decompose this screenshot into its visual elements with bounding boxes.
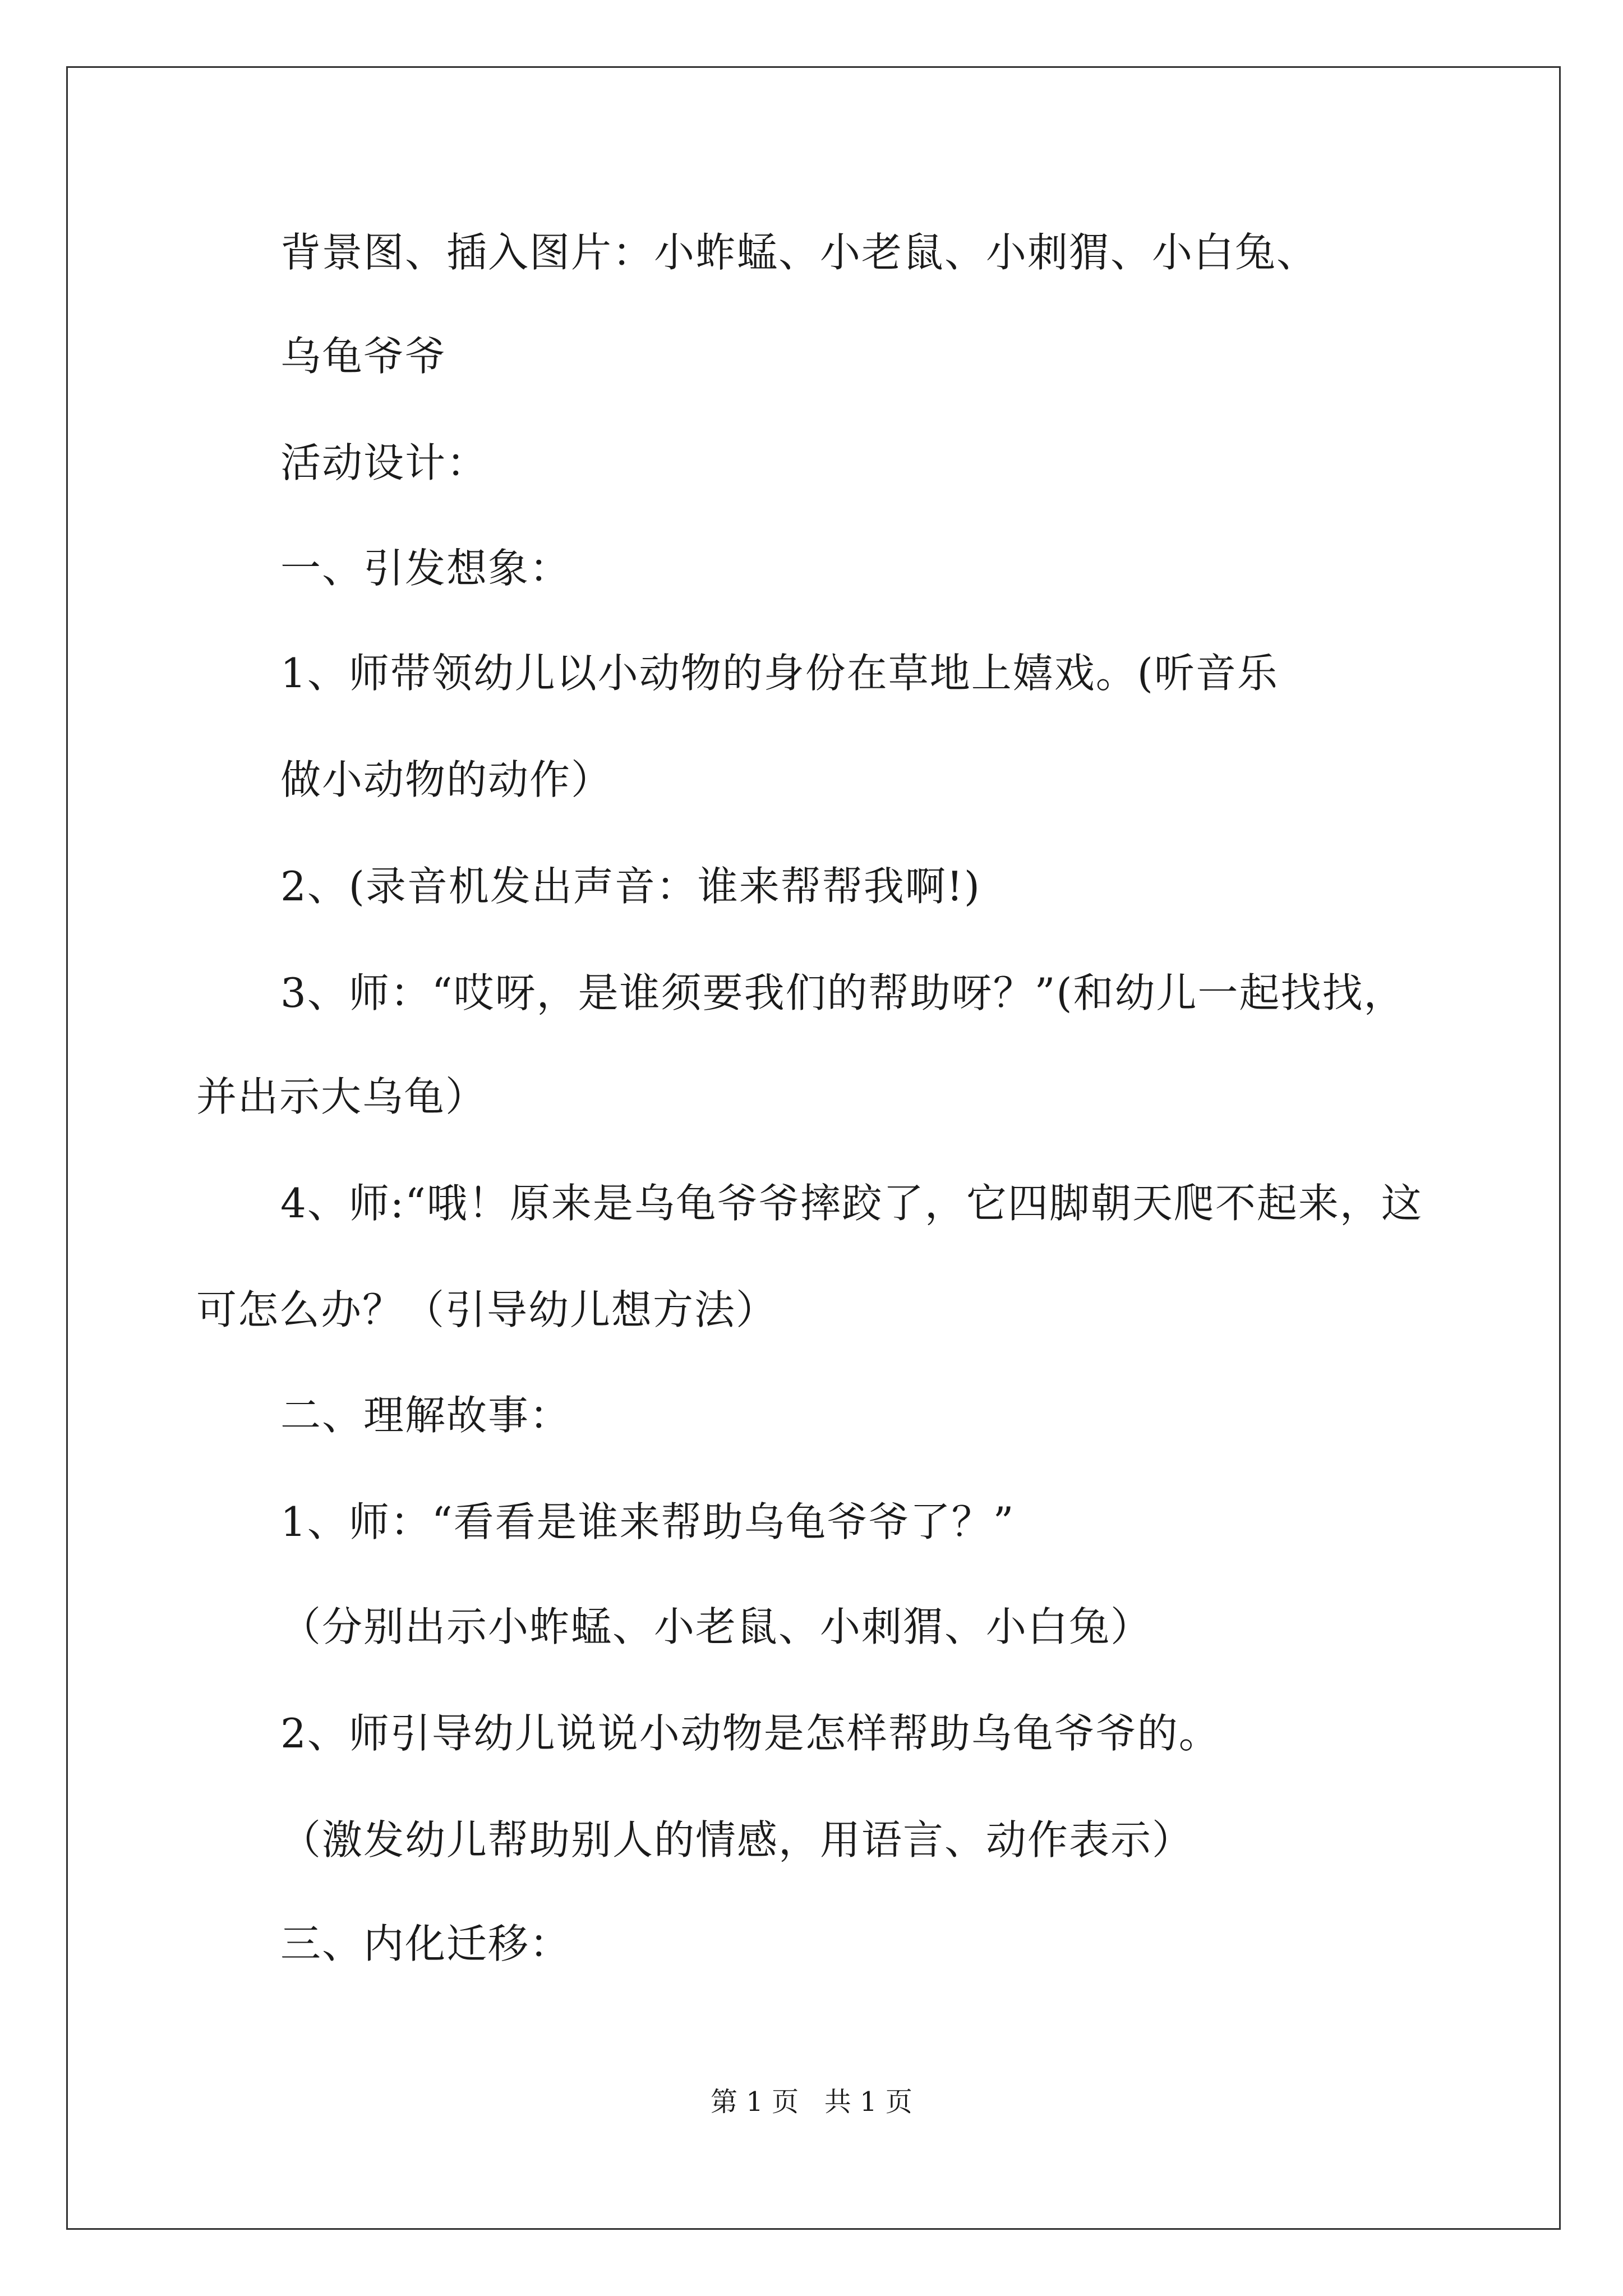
text-line: 可怎么办？（引导幼儿想方法）	[196, 1286, 778, 1333]
text-line: 背景图、插入图片：小蚱蜢、小老鼠、小刺猬、小白兔、	[280, 229, 1318, 276]
text-line: 4、师:“哦！原来是乌龟爷爷摔跤了，它四脚朝天爬不起来，这	[280, 1180, 1423, 1227]
text-line: 做小动物的动作）	[280, 756, 613, 803]
text-line: 2、(录音机发出声音：谁来帮帮我啊!)	[280, 863, 981, 910]
text-line: 乌龟爷爷	[280, 333, 447, 380]
text-line: 3、师：“哎呀，是谁须要我们的帮助呀？”(和幼儿一起找找，	[280, 969, 1405, 1016]
text-line: 1、师带领幼儿以小动物的身份在草地上嬉戏。(听音乐	[280, 650, 1279, 697]
text-line: 活动设计：	[280, 439, 488, 486]
text-line: 并出示大乌龟）	[196, 1073, 487, 1120]
text-line: 1、师：“看看是谁来帮助乌龟爷爷了？”	[280, 1498, 1015, 1545]
text-line: 三、内化迁移：	[280, 1920, 571, 1967]
text-line: （激发幼儿帮助别人的情感，用语言、动作表示）	[280, 1816, 1194, 1864]
text-line: 2、师引导幼儿说说小动物是怎样帮助乌龟爷爷的。	[280, 1710, 1220, 1757]
text-line: （分别出示小蚱蜢、小老鼠、小刺猬、小白兔）	[280, 1603, 1152, 1650]
page-number-footer: 第 1 页 共 1 页	[711, 2086, 912, 2118]
page-border	[66, 66, 1561, 2230]
text-line: 二、理解故事：	[280, 1392, 571, 1439]
text-line: 一、引发想象：	[280, 545, 571, 592]
